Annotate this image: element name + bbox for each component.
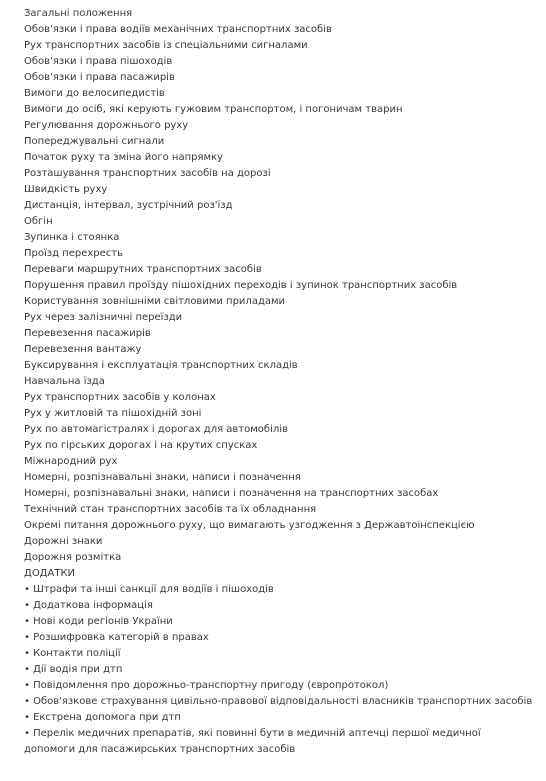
toc-item-road-markings[interactable]: Дорожня розмітка <box>24 552 122 563</box>
toc-item-towing[interactable]: Буксирування і експлуатація транспортних складів <box>24 360 298 371</box>
toc-item-plates-on-vehicles[interactable]: Номерні, розпізнавальні знаки, написи і позначення на транспортних засобах <box>24 488 439 499</box>
toc-item-pedestrians-duties[interactable]: Обов'язки і права пішоходів <box>24 56 173 67</box>
addendum-insurance[interactable]: • Обов'язкове страхування цивільно-правової відповідальності власників транспортних засобів <box>24 696 533 707</box>
toc-item-plates-and-signs[interactable]: Номерні, розпізнавальні знаки, написи і позначення <box>24 472 301 483</box>
toc-item-technical-condition[interactable]: Технічний стан транспортних засобів та їх обладнання <box>24 504 317 515</box>
addendum-europrotocol[interactable]: • Повідомлення про дорожньо-транспортну пригоду (європротокол) <box>24 680 389 691</box>
addendum-additional-info[interactable]: • Додаткова інформація <box>24 600 153 611</box>
toc-item-stopping-parking[interactable]: Зупинка і стоянка <box>24 232 120 243</box>
toc-item-international-traffic[interactable]: Міжнародний рух <box>24 456 118 467</box>
toc-item-overtaking[interactable]: Обгін <box>24 216 53 227</box>
toc-item-convoys[interactable]: Рух транспортних засобів у колонах <box>24 392 216 403</box>
toc-item-start-and-turning[interactable]: Початок руху та зміна його напрямку <box>24 152 223 163</box>
addendum-fines[interactable]: • Штрафи та інші санкції для водіїв і пішоходів <box>24 584 274 595</box>
addendum-police-contacts[interactable]: • Контакти поліції <box>24 648 121 659</box>
addendum-first-aid-kit[interactable]: • Перелік медичних препаратів, які повинні бути в медичній аптечці першої медичної допомоги для пасажирських транспортних засобів <box>24 728 481 755</box>
toc-item-distance-interval[interactable]: Дистанція, інтервал, зустрічний роз'їзд <box>24 200 233 211</box>
toc-item-highways[interactable]: Рух по автомагістралях і дорогах для автомобілів <box>24 424 288 435</box>
toc-item-special-signals[interactable]: Рух транспортних засобів із спеціальними сигналами <box>24 40 308 51</box>
toc-item-passengers-duties[interactable]: Обов'язки і права пасажирів <box>24 72 175 83</box>
addendum-emergency-help[interactable]: • Екстрена допомога при дтп <box>24 712 181 723</box>
toc-item-mountain-roads[interactable]: Рух по гірських дорогах і на крутих спусках <box>24 440 258 451</box>
toc-item-approval-issues[interactable]: Окремі питання дорожнього руху, що вимагають узгодження з Державтоінспекцією <box>24 520 475 531</box>
toc-item-cyclists[interactable]: Вимоги до велосипедистів <box>24 88 165 99</box>
toc-item-road-signs[interactable]: Дорожні знаки <box>24 536 103 547</box>
addendum-accident-actions[interactable]: • Дії водія при дтп <box>24 664 123 675</box>
toc-item-warning-signals[interactable]: Попереджувальні сигнали <box>24 136 165 147</box>
toc-item-crossings-violations[interactable]: Порушення правил проїзду пішохідних переходів і зупинок транспортних засобів <box>24 280 458 291</box>
toc-item-railway-crossings[interactable]: Рух через залізничні переїзди <box>24 312 183 323</box>
toc-item-passenger-transport[interactable]: Перевезення пасажирів <box>24 328 151 339</box>
addenda-heading: ДОДАТКИ <box>24 568 76 579</box>
toc-item-route-vehicles[interactable]: Переваги маршрутних транспортних засобів <box>24 264 262 275</box>
toc-item-cargo-transport[interactable]: Перевезення вантажу <box>24 344 142 355</box>
addendum-license-categories[interactable]: • Розшифровка категорій в правах <box>24 632 209 643</box>
toc-item-external-lights[interactable]: Користування зовнішніми світловими приладами <box>24 296 286 307</box>
toc-item-drivers-duties[interactable]: Обов'язки і права водіїв механічних транспортних засобів <box>24 24 332 35</box>
toc-item-intersections[interactable]: Проїзд перехресть <box>24 248 123 259</box>
toc-item-traffic-regulation[interactable]: Регулювання дорожнього руху <box>24 120 189 131</box>
addendum-region-codes[interactable]: • Нові коди регіонів України <box>24 616 173 627</box>
toc-item-general-provisions[interactable]: Загальні положення <box>24 8 133 19</box>
toc-item-horse-drawn[interactable]: Вимоги до осіб, які керують гужовим транспортом, і погоничам тварин <box>24 104 403 115</box>
toc-item-road-position[interactable]: Розташування транспортних засобів на дорозі <box>24 168 271 179</box>
toc-item-training-driving[interactable]: Навчальна їзда <box>24 376 105 387</box>
toc-item-speed[interactable]: Швидкість руху <box>24 184 108 195</box>
toc-item-residential-zone[interactable]: Рух у житловій та пішохідній зоні <box>24 408 202 419</box>
